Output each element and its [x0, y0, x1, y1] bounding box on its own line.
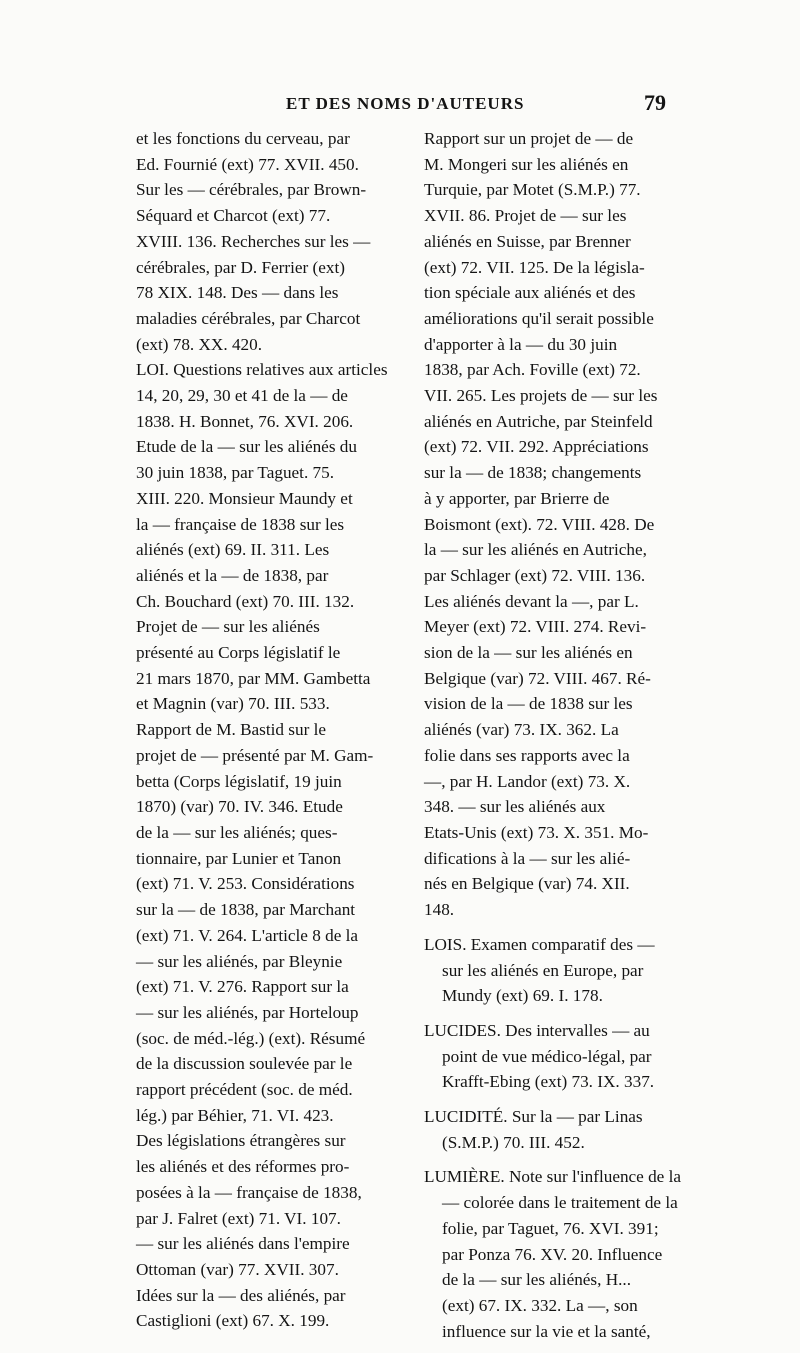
index-line: 1838. H. Bonnet, 76. XVI. 206. — [136, 411, 354, 431]
index-line: betta (Corps législatif, 19 juin — [136, 771, 342, 791]
index-line: lég.) par Béhier, 71. VI. 423. — [136, 1105, 334, 1125]
index-line: (S.M.P.) 70. III. 452. — [442, 1132, 585, 1152]
index-line: 348. — sur les aliénés aux — [424, 797, 606, 817]
index-line: — sur les aliénés, par Bleynie — [136, 951, 343, 971]
index-line: Ed. Fournié (ext) 77. XVII. 450. — [136, 154, 359, 174]
index-line: Projet de — sur les aliénés — [136, 617, 320, 637]
index-line: folie dans ses rapports avec la — [424, 745, 630, 765]
index-line: d'apporter à la — du 30 juin — [424, 334, 618, 354]
index-line: aliénés (var) 73. IX. 362. La — [424, 720, 619, 740]
index-line: LOIS. Examen comparatif des — — [424, 934, 655, 954]
index-line: Les aliénés devant la —, par L. — [424, 591, 639, 611]
left-column — [136, 126, 388, 1334]
index-line: Krafft-Ebing (ext) 73. IX. 337. — [442, 1072, 655, 1092]
index-entry — [424, 932, 674, 1009]
index-line: XVIII. 136. Recherches sur les — — [136, 231, 371, 251]
index-line: 78 XIX. 148. Des — dans les — [136, 283, 339, 303]
index-line: sur la — de 1838; changements — [424, 463, 642, 483]
index-line: LUCIDITÉ. Sur la — par Linas — [424, 1107, 643, 1127]
index-line: la — française de 1838 sur les — [136, 514, 345, 534]
index-line: LOI. Questions relatives aux articles — [136, 360, 388, 380]
index-line: et Magnin (var) 70. III. 533. — [136, 694, 330, 714]
index-line: (soc. de méd.-lég.) (ext). Résumé — [136, 1028, 366, 1048]
index-line: par Ponza 76. XV. 20. Influence — [442, 1244, 663, 1264]
index-line: cérébrales, par D. Ferrier (ext) — [136, 257, 345, 277]
right-column — [424, 126, 682, 1353]
index-line: (ext) 71. V. 276. Rapport sur la — [136, 977, 349, 997]
index-line: de la — sur les aliénés, H... — [442, 1270, 632, 1290]
index-line: maladies cérébrales, par Charcot — [136, 308, 361, 328]
index-line: 21 mars 1870, par MM. Gambetta — [136, 668, 371, 688]
index-line: — sur les aliénés dans l'empire — [136, 1234, 350, 1254]
index-line: — sur les aliénés, par Horteloup — [136, 1002, 359, 1022]
index-line: 148. — [424, 900, 455, 920]
index-line: LUCIDES. Des intervalles — au — [424, 1020, 650, 1040]
index-line: posées à la — française de 1838, — [136, 1182, 362, 1202]
index-line: (ext) 72. VII. 125. De la législa- — [424, 257, 645, 277]
page-header — [0, 92, 800, 122]
index-line: aliénés (ext) 69. II. 311. Les — [136, 540, 330, 560]
index-line: 30 juin 1838, par Taguet. 75. — [136, 463, 335, 483]
index-line: VII. 265. Les projets de — sur les — [424, 386, 658, 406]
index-line: aliénés en Autriche, par Steinfeld — [424, 411, 653, 431]
index-line: vision de la — de 1838 sur les — [424, 694, 633, 714]
running-title: ET DES NOMS D'AUTEURS — [286, 94, 525, 113]
index-line: M. Mongeri sur les aliénés en — [424, 154, 629, 174]
index-line: 14, 20, 29, 30 et 41 de la — de — [136, 386, 348, 406]
index-line: (ext) 71. V. 264. L'article 8 de la — [136, 925, 359, 945]
index-line: Séquard et Charcot (ext) 77. — [136, 206, 331, 226]
index-line: et les fonctions du cerveau, par — [136, 129, 350, 148]
index-line: difications à la — sur les alié- — [424, 848, 631, 868]
index-line: les aliénés et des réformes pro- — [136, 1157, 350, 1177]
index-line: 1870) (var) 70. IV. 346. Etude — [136, 797, 343, 817]
index-line: Etats-Unis (ext) 73. X. 351. Mo- — [424, 822, 649, 842]
index-line: Des législations étrangères sur — [136, 1131, 346, 1151]
index-line: aliénés et la — de 1838, par — [136, 565, 329, 585]
index-line: XVII. 86. Projet de — sur les — [424, 206, 627, 226]
index-line: (ext) 78. XX. 420. — [136, 334, 263, 354]
index-entry — [424, 1164, 682, 1344]
index-line: XIII. 220. Monsieur Maundy et — [136, 488, 353, 508]
index-line: (ext) 72. VII. 292. Appréciations — [424, 437, 649, 457]
index-line: (ext) 71. V. 253. Considérations — [136, 874, 355, 894]
index-line: 1838, par Ach. Foville (ext) 72. — [424, 360, 641, 380]
index-line: Boismont (ext). 72. VIII. 428. De — [424, 514, 655, 534]
index-line: par J. Falret (ext) 71. VI. 107. — [136, 1208, 341, 1228]
index-line: sur la — de 1838, par Marchant — [136, 900, 356, 920]
index-line: Ch. Bouchard (ext) 70. III. 132. — [136, 591, 355, 611]
index-line: —, par H. Landor (ext) 73. X. — [424, 771, 631, 791]
index-line: améliorations qu'il serait possible — [424, 308, 654, 328]
index-line: de la discussion soulevée par le — [136, 1054, 353, 1074]
index-line: de la — sur les aliénés; ques- — [136, 822, 338, 842]
index-line: Mundy (ext) 69. I. 178. — [442, 986, 603, 1006]
index-line: la — sur les aliénés en Autriche, — [424, 540, 647, 560]
index-line: Etude de la — sur les aliénés du — [136, 437, 357, 457]
index-line: Turquie, par Motet (S.M.P.) 77. — [424, 180, 641, 200]
index-line: Sur les — cérébrales, par Brown- — [136, 180, 367, 200]
index-entry — [424, 126, 674, 923]
index-line: Ottoman (var) 77. XVII. 307. — [136, 1259, 339, 1279]
index-line: projet de — présenté par M. Gam- — [136, 745, 374, 765]
index-entry — [424, 1018, 674, 1095]
index-line: Belgique (var) 72. VIII. 467. Ré- — [424, 668, 651, 688]
index-line: présenté au Corps législatif le — [136, 643, 341, 663]
index-line: rapport précédent (soc. de méd. — [136, 1080, 353, 1100]
index-line: sion de la — sur les aliénés en — [424, 643, 633, 663]
index-line: — colorée dans le traitement de la — [442, 1193, 678, 1213]
index-line: Rapport de M. Bastid sur le — [136, 720, 326, 740]
index-line: nés en Belgique (var) 74. XII. — [424, 874, 630, 894]
index-line: point de vue médico-légal, par — [442, 1046, 652, 1066]
index-line: Idées sur la — des aliénés, par — [136, 1285, 346, 1305]
index-line: Rapport sur un projet de — de — [424, 129, 634, 148]
index-entry — [424, 1104, 674, 1155]
index-line: par Schlager (ext) 72. VIII. 136. — [424, 565, 646, 585]
index-line: Castiglioni (ext) 67. X. 199. — [136, 1311, 330, 1331]
index-line: LUMIÈRE. Note sur l'influence de la — [424, 1167, 682, 1187]
index-line: folie, par Taguet, 76. XVI. 391; — [442, 1218, 659, 1238]
index-line: tion spéciale aux aliénés et des — [424, 283, 636, 303]
index-line: tionnaire, par Lunier et Tanon — [136, 848, 342, 868]
index-line: (ext) 67. IX. 332. La —, son — [442, 1295, 638, 1315]
index-line: Meyer (ext) 72. VIII. 274. Revi- — [424, 617, 647, 637]
index-line: sur les aliénés en Europe, par — [442, 960, 644, 980]
index-line: aliénés en Suisse, par Brenner — [424, 231, 631, 251]
index-line: à y apporter, par Brierre de — [424, 488, 610, 508]
index-line: influence sur la vie et la santé, — [442, 1321, 651, 1341]
page-number: 79 — [644, 90, 666, 115]
